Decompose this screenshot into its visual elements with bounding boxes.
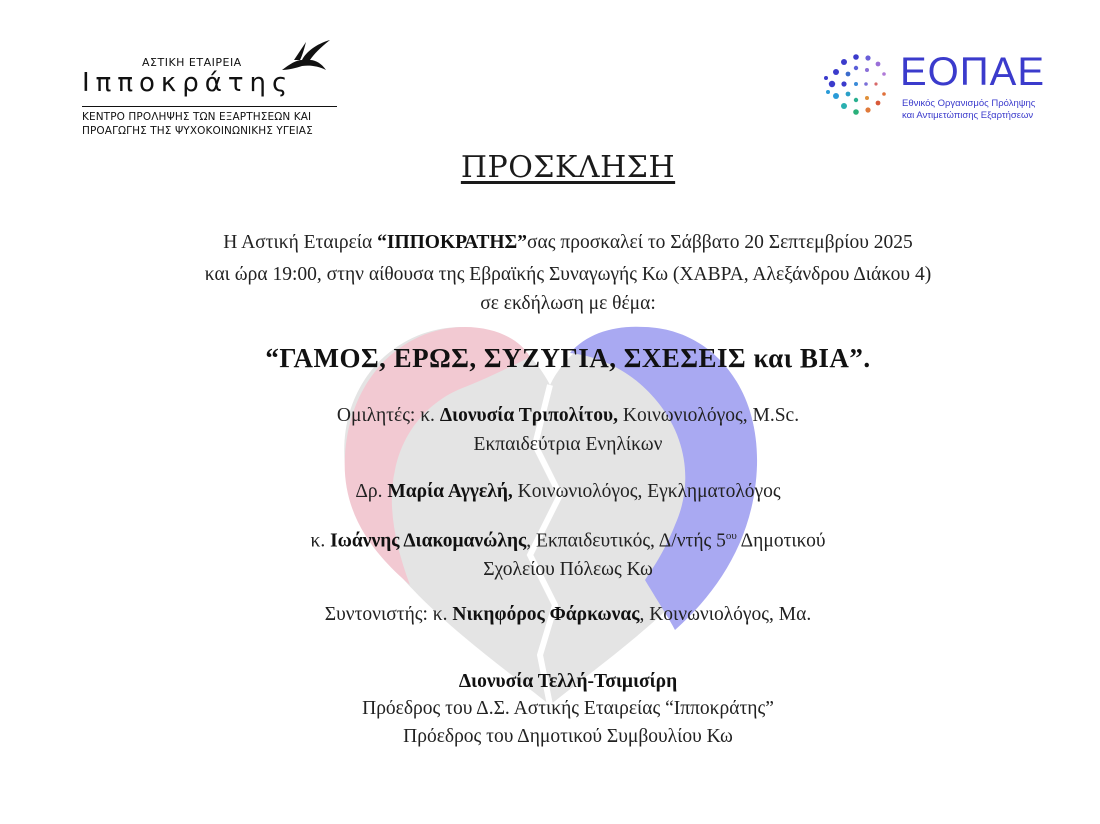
speakers-label: Ομιλητές: κ. <box>336 405 440 426</box>
speaker-2-prefix: Δρ. <box>355 481 388 502</box>
speaker-1-name: Διονυσία Τριπολίτου, <box>439 405 619 426</box>
invitation-heading: ΠΡΟΣΚΛΗΣΗ <box>460 150 676 185</box>
eopae-logo <box>822 48 1052 128</box>
intro-line-3: σε εκδήλωση με θέμα: <box>480 293 656 314</box>
intro-line-1-a: Η Αστική Εταιρεία <box>223 232 378 253</box>
moderator-name: Νικηφόρος Φάρκωνας <box>452 604 640 625</box>
dots-swirl-icon <box>822 48 892 120</box>
speaker-3 <box>0 530 1100 553</box>
eopae-subtitle <box>902 98 1062 122</box>
speaker-3-role: , Εκπαιδευτικός, Δ/ντής 5 <box>526 530 726 552</box>
speaker-3-name: Ιωάννης Διακομανώλης <box>330 530 527 552</box>
speaker-1 <box>0 405 1100 427</box>
speaker-2 <box>0 481 1100 503</box>
speaker-3-ordinal: ου <box>725 530 737 542</box>
hippocrates-logo <box>82 38 352 138</box>
speaker-3-prefix: κ. <box>310 530 331 552</box>
organization-name: “ΙΠΠΟΚΡΑΤΗΣ” <box>377 232 528 253</box>
intro-line-1 <box>0 232 1100 254</box>
moderator-prefix: Συντονιστής: κ. <box>324 604 453 625</box>
moderator-role: , Κοινωνιολόγος, Μα. <box>639 604 812 625</box>
event-theme: “ΓΑΜΟΣ, ΕΡΩΣ, ΣΥΖΥΓΙΑ, ΣΧΕΣΕΙΣ και ΒΙΑ”. <box>265 343 871 373</box>
speaker-3-role-line2: Σχολείου Πόλεως Κω <box>483 559 653 580</box>
logo-small-caps: ΑΣΤΙΚΗ ΕΤΑΙΡΕΙΑ <box>142 56 242 69</box>
signatory-title-1: Πρόεδρος του Δ.Σ. Αστικής Εταιρείας “Ιπποκράτης” <box>362 698 774 719</box>
eopae-subtitle-line1: Εθνικός Οργανισμός Πρόληψης <box>902 98 1036 109</box>
speaker-2-role: Κοινωνιολόγος, Εγκληματολόγος <box>512 481 781 502</box>
eopae-title: ΕΟΠΑΕ <box>900 50 1046 94</box>
signatory-name: Διονυσία Τελλή-Τσιμισίρη <box>458 671 678 692</box>
speaker-3-role-end: Δημοτικού <box>736 530 826 552</box>
speaker-2-name: Μαρία Αγγελή, <box>387 481 513 502</box>
logo-subtitle-line1: ΚΕΝΤΡΟ ΠΡΟΛΗΨΗΣ ΤΩΝ ΕΞΑΡΤΗΣΕΩΝ ΚΑΙ <box>82 111 312 123</box>
signatory-title-2: Πρόεδρος του Δημοτικού Συμβουλίου Κω <box>403 726 733 747</box>
logo-brand-name: Ιπποκράτης <box>82 68 294 98</box>
eopae-subtitle-line2: και Αντιμετώπισης Εξαρτήσεων <box>902 110 1034 121</box>
logo-subtitle <box>82 110 352 138</box>
speaker-1-role: Κοινωνιολόγος, M.Sc. <box>618 405 800 426</box>
moderator <box>0 604 1100 626</box>
logo-subtitle-line2: ΠΡΟΑΓΩΓΗΣ ΤΗΣ ΨΥΧΟΚΟΙΝΩΝΙΚΗΣ ΥΓΕΙΑΣ <box>82 125 313 137</box>
intro-line-2: και ώρα 19:00, στην αίθουσα της Εβραϊκής Συναγωγής Κω (ΧΑΒΡΑ, Αλεξάνδρου Διάκου 4) <box>204 264 932 285</box>
logo-divider <box>82 106 337 107</box>
speaker-1-role-line2: Εκπαιδεύτρια Ενηλίκων <box>473 434 663 455</box>
intro-line-1-c: σας προσκαλεί το Σάββατο 20 Σεπτεμβρίου 2025 <box>527 232 913 253</box>
